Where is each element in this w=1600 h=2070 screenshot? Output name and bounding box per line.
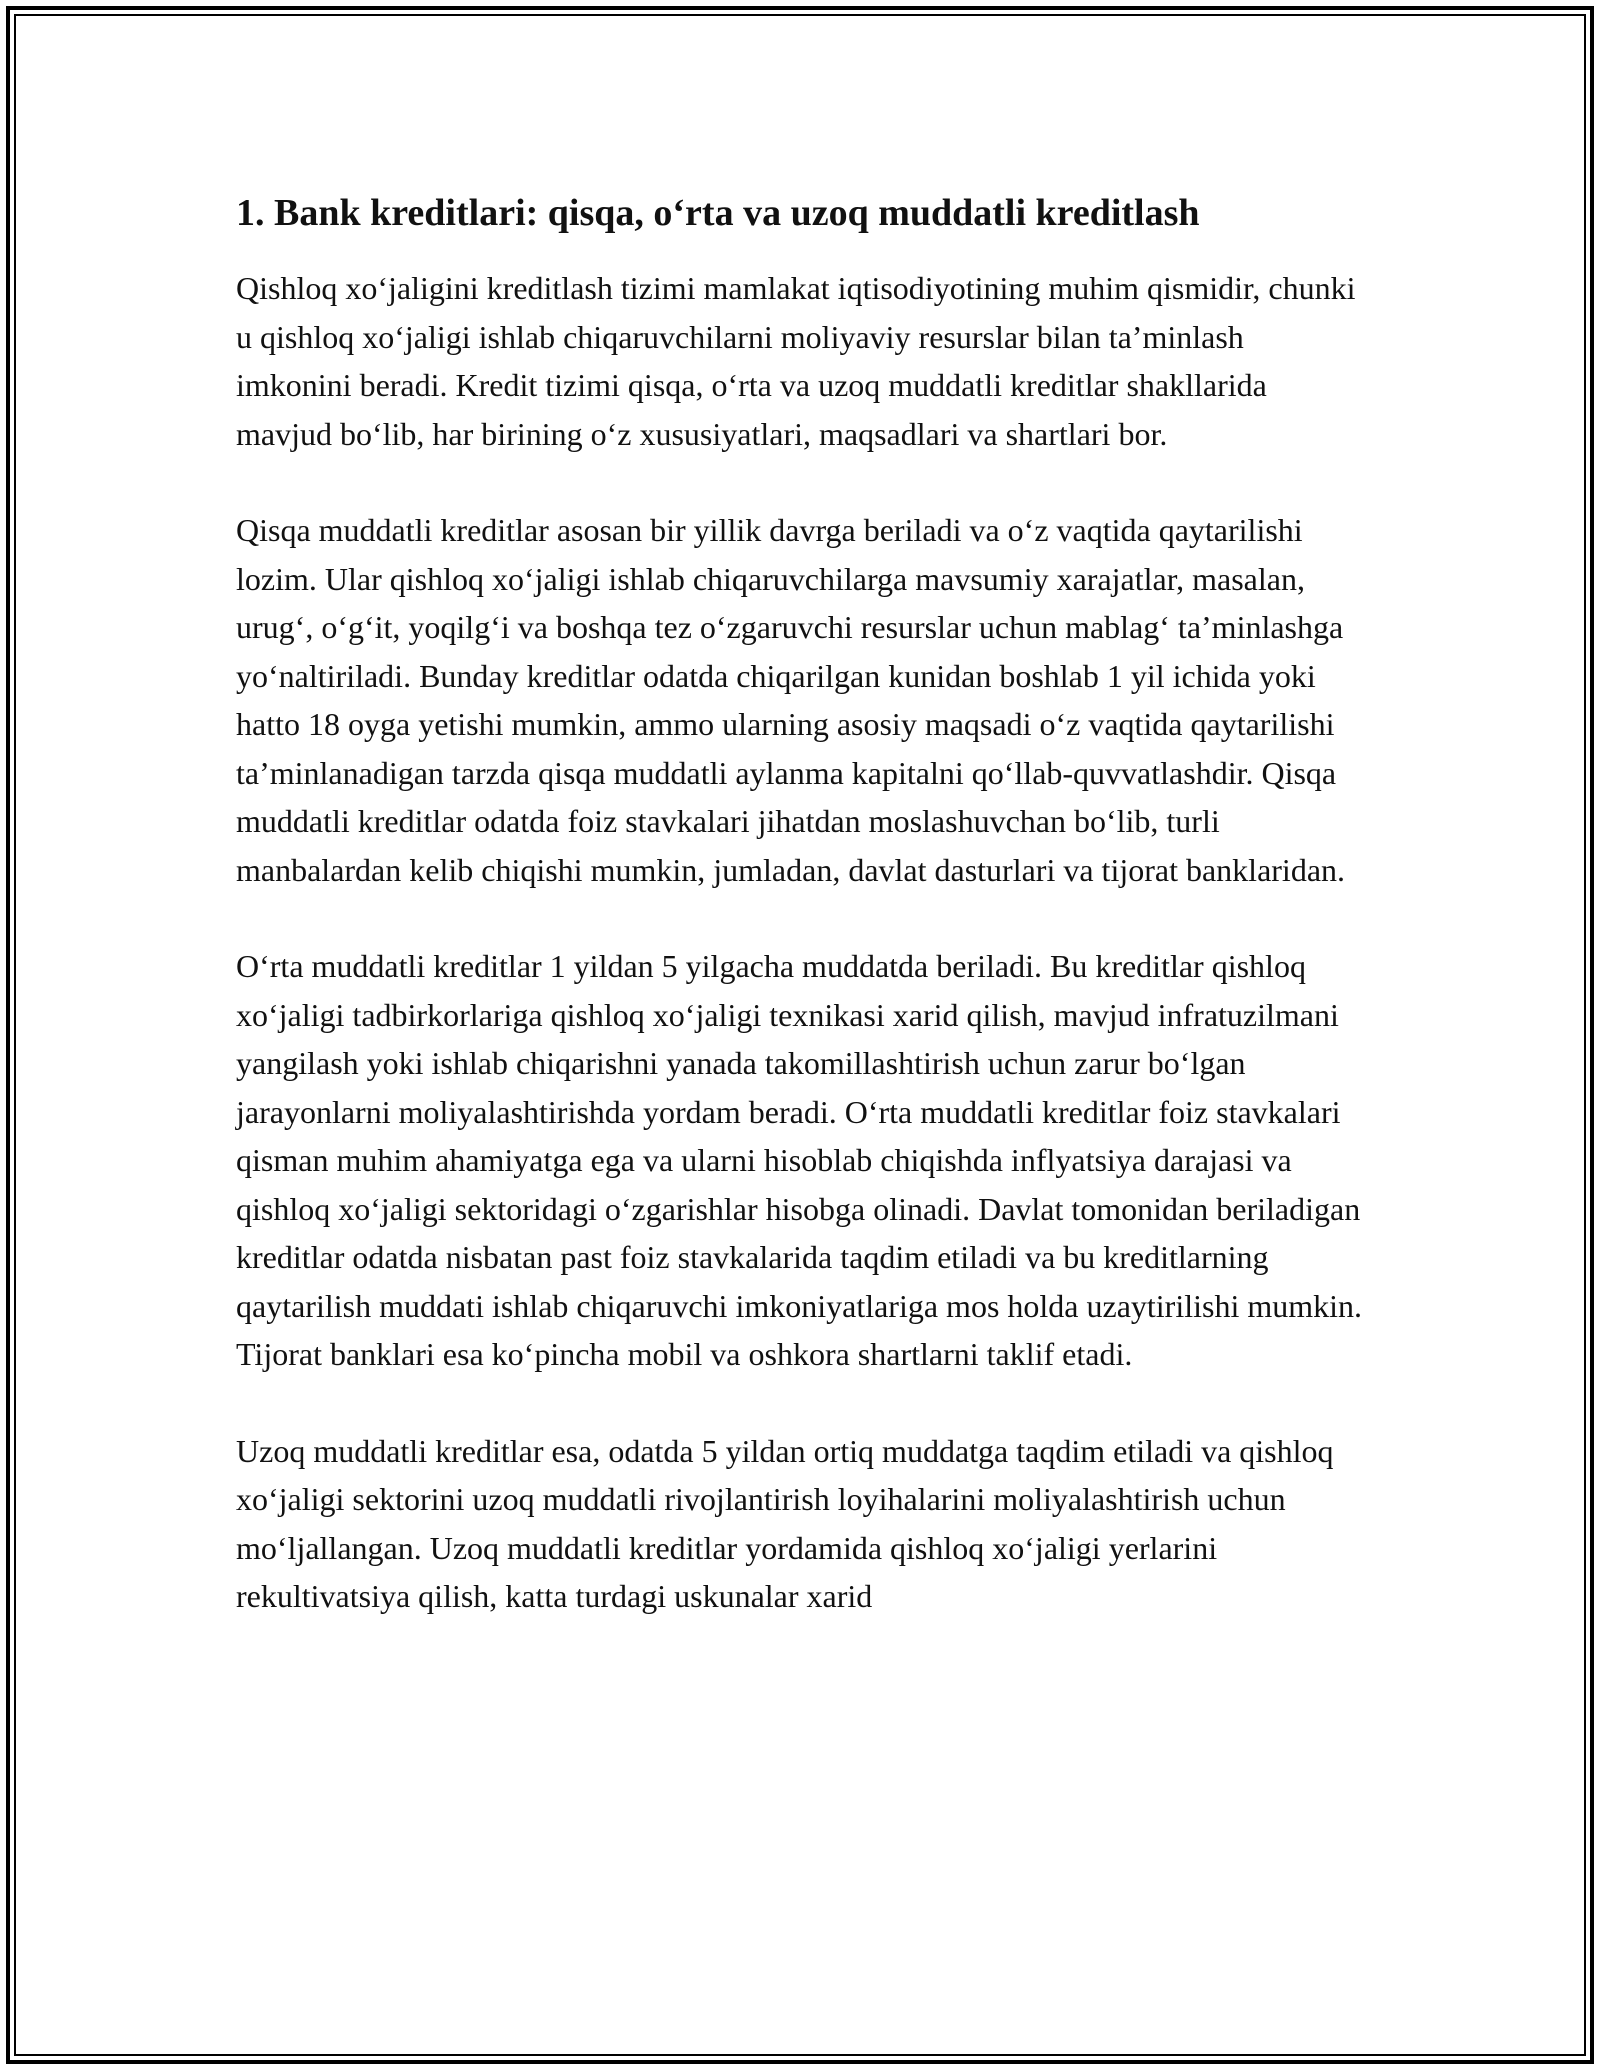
paragraph-medium-term: O‘rta muddatli kreditlar 1 yildan 5 yilgacha muddatda beriladi. Bu kreditlar qishloq xo‘jaligi tadbirkorlariga qishloq xo‘jaligi texnikasi xarid qilish, mavjud infratuzilmani yangilash yoki ishlab chiqarishni yanada takomillashtirish uchun zarur bo‘lgan jarayonlarni moliyalashtirishda yordam beradi. O‘rta muddatli kreditlar foiz stavkalari qisman muhim ahamiyatga ega va ularni hisoblab chiqishda inflyatsiya darajasi va qishloq xo‘jaligi sektoridagi o‘zgarishlar hisobga olinadi. Davlat tomonidan beriladigan kreditlar odatda nisbatan past foiz stavkalarida taqdim etiladi va bu kreditlarning qaytarilish muddati ishlab chiqaruvchi imkoniyatlariga mos holda uzaytirilishi mumkin. Tijorat banklari esa ko‘pincha mobil va oshkora shartlarni taklif etadi. xyxy=(236,948,1363,1372)
paragraph-short-term: Qisqa muddatli kreditlar asosan bir yillik davrga beriladi va o‘z vaqtida qaytarilishi lozim. Ular qishloq xo‘jaligi ishlab chiqaruvchilarga mavsumiy xarajatlar, masalan, urug‘, o‘g‘it, yoqilg‘i va boshqa tez o‘zgaruvchi resurslar uchun mablag‘ ta’minlashga yo‘naltiriladi. Bunday kreditlar odatda chiqarilgan kunidan boshlab 1 yil ichida yoki hatto 18 oyga yetishi mumkin, ammo ularning asosiy maqsadi o‘z vaqtida qaytarilishi ta’minlanadigan tarzda qisqa muddatli aylanma kapitalni qo‘llab-quvvatlashdir. Qisqa muddatli kreditlar odatda foiz stavkalari jihatdan moslashuvchan bo‘lib, turli manbalardan kelib chiqishi mumkin, jumladan, davlat dasturlari va tijorat banklaridan. xyxy=(236,512,1346,888)
section-heading: 1. Bank kreditlari: qisqa, o‘rta va uzoq muddatli kreditlash xyxy=(236,192,1200,234)
document-body xyxy=(236,188,1364,1621)
paragraph-intro: Qishloq xo‘jaligini kreditlash tizimi mamlakat iqtisodiyotining muhim qismidir, chunki u qishloq xo‘jaligi ishlab chiqaruvchilarni moliyaviy resurslar bilan ta’minlash imkonini beradi. Kredit tizimi qisqa, o‘rta va uzoq muddatli kreditlar shakllarida mavjud bo‘lib, har birining o‘z xususiyatlari, maqsadlari va shartlari bor. xyxy=(236,270,1356,452)
paragraph-long-term: Uzoq muddatli kreditlar esa, odatda 5 yildan ortiq muddatga taqdim etiladi va qishloq xo‘jaligi sektorini uzoq muddatli rivojlantirish loyihalarini moliyalashtirish uchun mo‘ljallangan. Uzoq muddatli kreditlar yordamida qishloq xo‘jaligi yerlarini rekultivatsiya qilish, katta turdagi uskunalar xarid xyxy=(236,1432,1334,1614)
